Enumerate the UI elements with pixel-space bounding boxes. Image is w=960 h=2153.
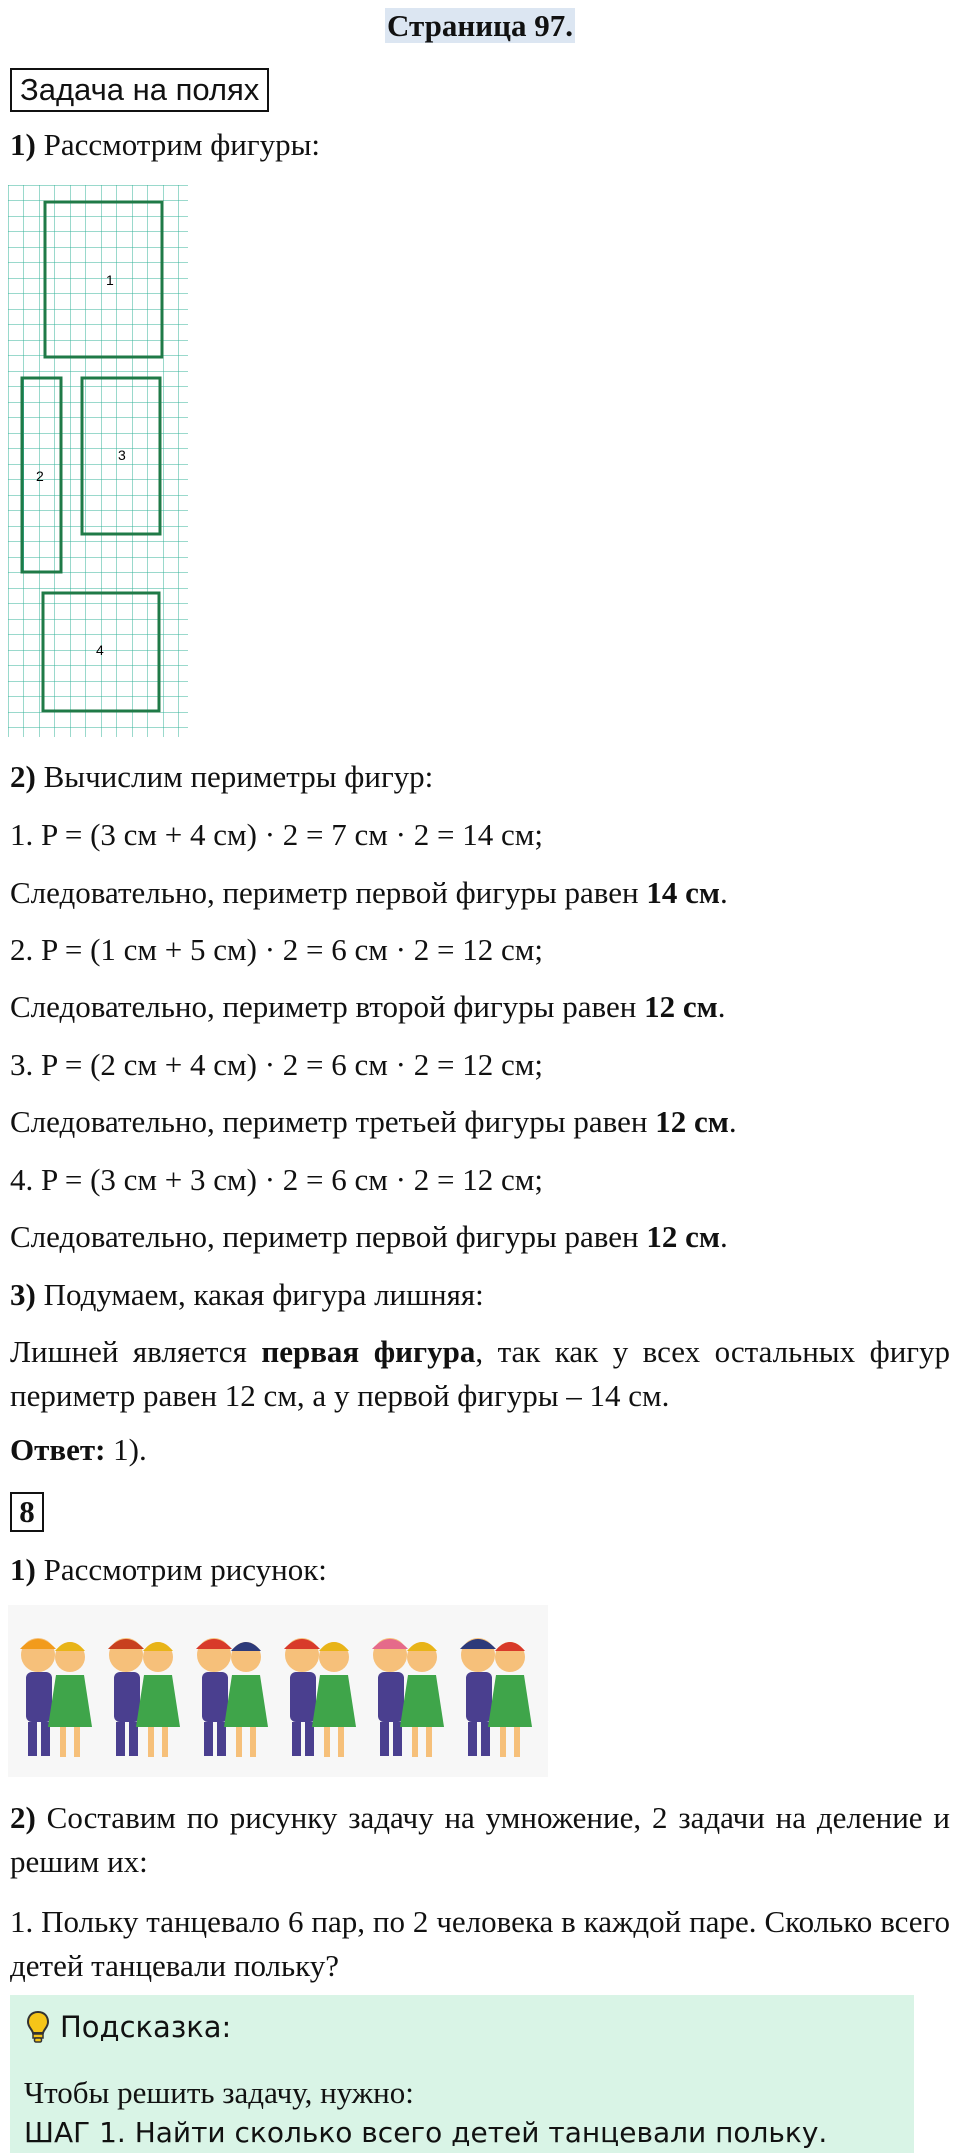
extra-bold: первая фигура	[261, 1334, 476, 1369]
step-text: Рассмотрим рисунок:	[35, 1552, 327, 1587]
extra-text-end: , так как у всех остальных фигур периметр равен 12 см, а у первой фигуры – 14 см.	[10, 1334, 951, 1413]
step-text: Вычислим периметры фигур:	[35, 759, 434, 794]
page-title: Страница 97.	[387, 8, 573, 43]
calc-conclusion	[10, 873, 950, 913]
hint-step	[24, 2113, 827, 2153]
hint-title: Подсказка:	[60, 2010, 232, 2044]
conclusion-end: .	[717, 989, 726, 1024]
lightbulb-icon	[26, 2010, 50, 2044]
calc-formula: 2. P = (1 см + 5 см) · 2 = 6 см · 2 = 12 см;	[10, 932, 543, 967]
step-number: 1)	[10, 1552, 36, 1587]
calc-conclusion	[10, 1217, 950, 1257]
rectangles-grid-figure	[8, 185, 188, 737]
figure-4-label: 4	[96, 642, 104, 658]
extra-figure-paragraph	[10, 1330, 950, 1418]
task8-step2-paragraph	[10, 1796, 950, 1884]
figure-1-label: 1	[106, 272, 114, 288]
step3-line	[10, 1275, 950, 1315]
calc-formula: 1. P = (3 см + 4 см) · 2 = 7 см · 2 = 14 см;	[10, 817, 543, 852]
conclusion-text: Следовательно, периметр третьей фигуры равен	[10, 1104, 656, 1139]
calc-formula: 3. P = (2 см + 4 см) · 2 = 6 см · 2 = 12 см;	[10, 1047, 543, 1082]
conclusion-text: Следовательно, периметр второй фигуры равен	[10, 989, 645, 1024]
conclusion-end: .	[728, 1104, 737, 1139]
step1-line	[10, 125, 950, 165]
answer-line	[10, 1430, 950, 1470]
answer-label: Ответ:	[10, 1432, 106, 1467]
hint-header	[26, 2007, 231, 2047]
problem-1-paragraph: 1. Польку танцевало 6 пар, по 2 человека в каждой паре. Сколько всего детей танцевали польку?	[10, 1904, 950, 1983]
answer-value: 1).	[105, 1432, 147, 1467]
step-number: 1)	[10, 127, 36, 162]
calc-conclusion	[10, 1102, 950, 1142]
hint-text: Чтобы решить задачу, нужно:	[24, 2075, 414, 2110]
step-text: Составим по рисунку задачу на умножение, 2 задачи на деление и решим их:	[10, 1800, 950, 1879]
conclusion-text: Следовательно, периметр первой фигуры равен	[10, 1219, 647, 1254]
conclusion-value: 12 см	[646, 1219, 720, 1254]
dancing-children-illustration	[8, 1605, 548, 1777]
figure-3-label: 3	[118, 447, 126, 463]
task-heading: Задача на полях	[10, 68, 269, 112]
task-number: 8	[10, 1492, 44, 1532]
conclusion-text: Следовательно, периметр первой фигуры равен	[10, 875, 647, 910]
hint-step-label: ШАГ 1.	[24, 2116, 126, 2149]
step-number: 2)	[10, 759, 36, 794]
step2-line	[10, 757, 950, 797]
conclusion-value: 12 см	[644, 989, 718, 1024]
step-number: 2)	[10, 1800, 36, 1835]
hint-box	[10, 1995, 914, 2153]
task8-step1-line	[10, 1550, 950, 1590]
step-text: Рассмотрим фигуры:	[35, 127, 321, 162]
conclusion-end: .	[719, 875, 728, 910]
step-number: 3)	[10, 1277, 36, 1312]
calc-formula: 4. P = (3 см + 3 см) · 2 = 6 см · 2 = 12 см;	[10, 1162, 543, 1197]
conclusion-end: .	[719, 1219, 728, 1254]
calc-conclusion	[10, 987, 950, 1027]
figure-2-label: 2	[36, 468, 44, 484]
hint-step-text: Найти сколько всего детей танцевали польку.	[125, 2116, 828, 2149]
conclusion-value: 14 см	[646, 875, 720, 910]
step-text: Подумаем, какая фигура лишняя:	[35, 1277, 484, 1312]
conclusion-value: 12 см	[655, 1104, 729, 1139]
extra-text: Лишней является	[10, 1334, 262, 1369]
